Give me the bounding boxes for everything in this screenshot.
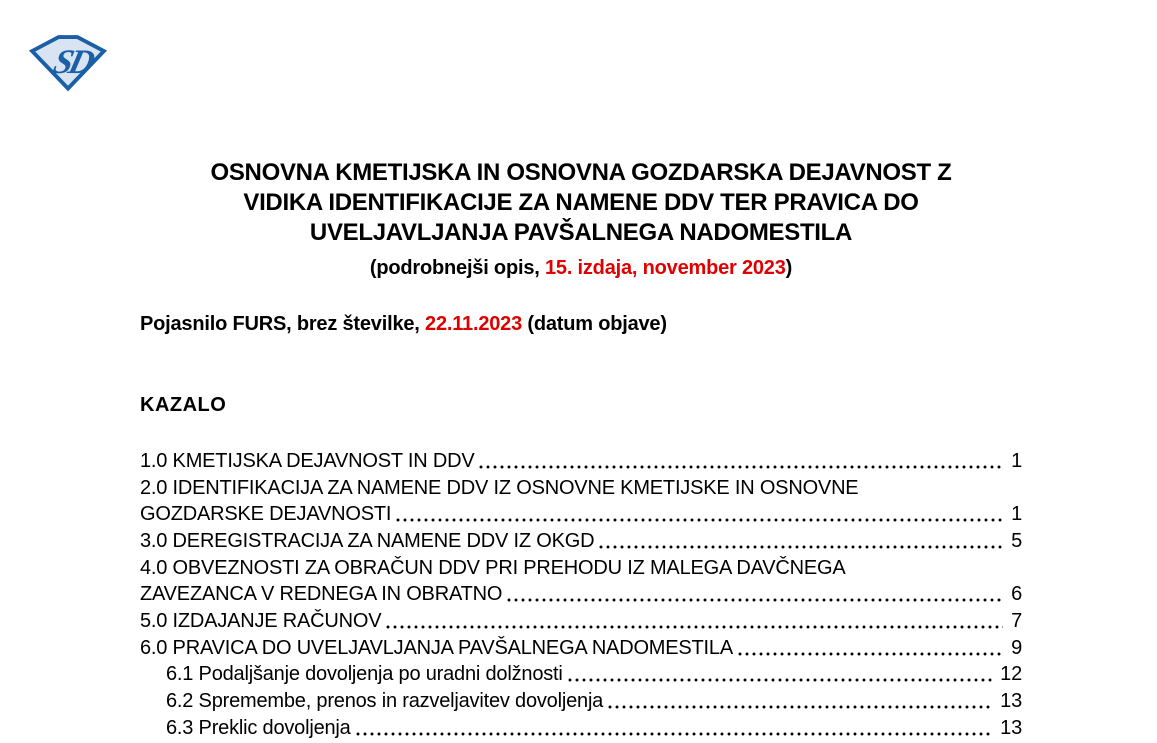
publication-date: 22.11.2023: [425, 313, 523, 335]
sd-logo: [29, 32, 107, 92]
toc-entry-text: 3.0 DEREGISTRACIJA ZA NAMENE DDV IZ OKGD: [140, 529, 595, 552]
toc-entry-text: 6.0 PRAVICA DO UVELJAVLJANJA PAVŠALNEGA NADOMESTILA: [140, 636, 733, 659]
document-subtitle: [140, 255, 1022, 281]
dot-leader: [507, 598, 1003, 602]
toc-page-number: 6: [1011, 583, 1022, 606]
dot-leader: [386, 625, 1003, 629]
dot-leader: [599, 545, 1003, 549]
toc-entry: [140, 662, 1022, 689]
toc-entry-text: ZAVEZANCA V REDNEGA IN OBRATNO: [140, 583, 503, 606]
toc-page-number: 1: [1011, 503, 1022, 526]
toc-entry: [140, 475, 1022, 502]
toc-entry-text: 6.3 Preklic dovoljenja: [166, 716, 351, 739]
toc-page-number: 12: [1000, 663, 1022, 686]
table-of-contents: [140, 448, 1022, 742]
toc-entry-text: 5.0 IZDAJANJE RAČUNOV: [140, 609, 382, 632]
toc-entry: [140, 448, 1022, 475]
toc-page-number: 13: [1000, 716, 1022, 739]
meta-prefix: Pojasnilo FURS, brez številke,: [140, 313, 426, 335]
dot-leader: [738, 652, 1003, 656]
toc-entry: [140, 608, 1022, 635]
document-title: [140, 158, 1022, 281]
toc-entry: [140, 528, 1022, 555]
toc-entry: [140, 635, 1022, 662]
toc-entry: [140, 501, 1022, 528]
document-title-line-1: OSNOVNA KMETIJSKA IN OSNOVNA GOZDARSKA DEJAVNOST Z: [210, 159, 952, 186]
toc-entry-text: 2.0 IDENTIFIKACIJA ZA NAMENE DDV IZ OSNOVNE KMETIJSKE IN OSNOVNE: [140, 476, 859, 499]
logo-letters: SD: [49, 42, 96, 81]
dot-leader: [479, 465, 1003, 469]
sd-shield-icon: [29, 32, 107, 92]
toc-entry-text: 4.0 OBVEZNOSTI ZA OBRAČUN DDV PRI PREHODU IZ MALEGA DAVČNEGA: [140, 556, 846, 579]
subtitle-suffix: ): [785, 257, 793, 279]
toc-entry: [140, 688, 1022, 715]
toc-heading: KAZALO: [140, 394, 227, 416]
toc-entry: [140, 581, 1022, 608]
dot-leader: [568, 678, 993, 682]
toc-entry-text: 6.1 Podaljšanje dovoljenja po uradni dolžnosti: [166, 663, 563, 686]
toc-page-number: 7: [1011, 609, 1022, 632]
toc-entry: [140, 555, 1022, 582]
toc-entry-text: 1.0 KMETIJSKA DEJAVNOST IN DDV: [140, 449, 475, 472]
toc-page-number: 1: [1011, 449, 1022, 472]
toc-page-number: 9: [1011, 636, 1022, 659]
subtitle-prefix: (podrobnejši opis,: [369, 257, 545, 279]
toc-page-number: 5: [1011, 529, 1022, 552]
toc-page-number: 13: [1000, 690, 1022, 713]
toc-entry: [140, 715, 1022, 742]
dot-leader: [396, 518, 1003, 522]
toc-entry-text: GOZDARSKE DEJAVNOSTI: [140, 503, 392, 526]
meta-suffix: (datum objave): [522, 313, 667, 335]
subtitle-edition-highlight: 15. izdaja, november 2023: [544, 257, 786, 279]
document-title-line-2: VIDIKA IDENTIFIKACIJE ZA NAMENE DDV TER PRAVICA DO: [243, 189, 919, 216]
dot-leader: [356, 732, 993, 736]
dot-leader: [608, 705, 992, 709]
document-meta-line: [140, 313, 667, 336]
toc-entry-text: 6.2 Spremembe, prenos in razveljavitev dovoljenja: [166, 690, 604, 713]
document-title-line-3: UVELJAVLJANJA PAVŠALNEGA NADOMESTILA: [309, 219, 853, 246]
